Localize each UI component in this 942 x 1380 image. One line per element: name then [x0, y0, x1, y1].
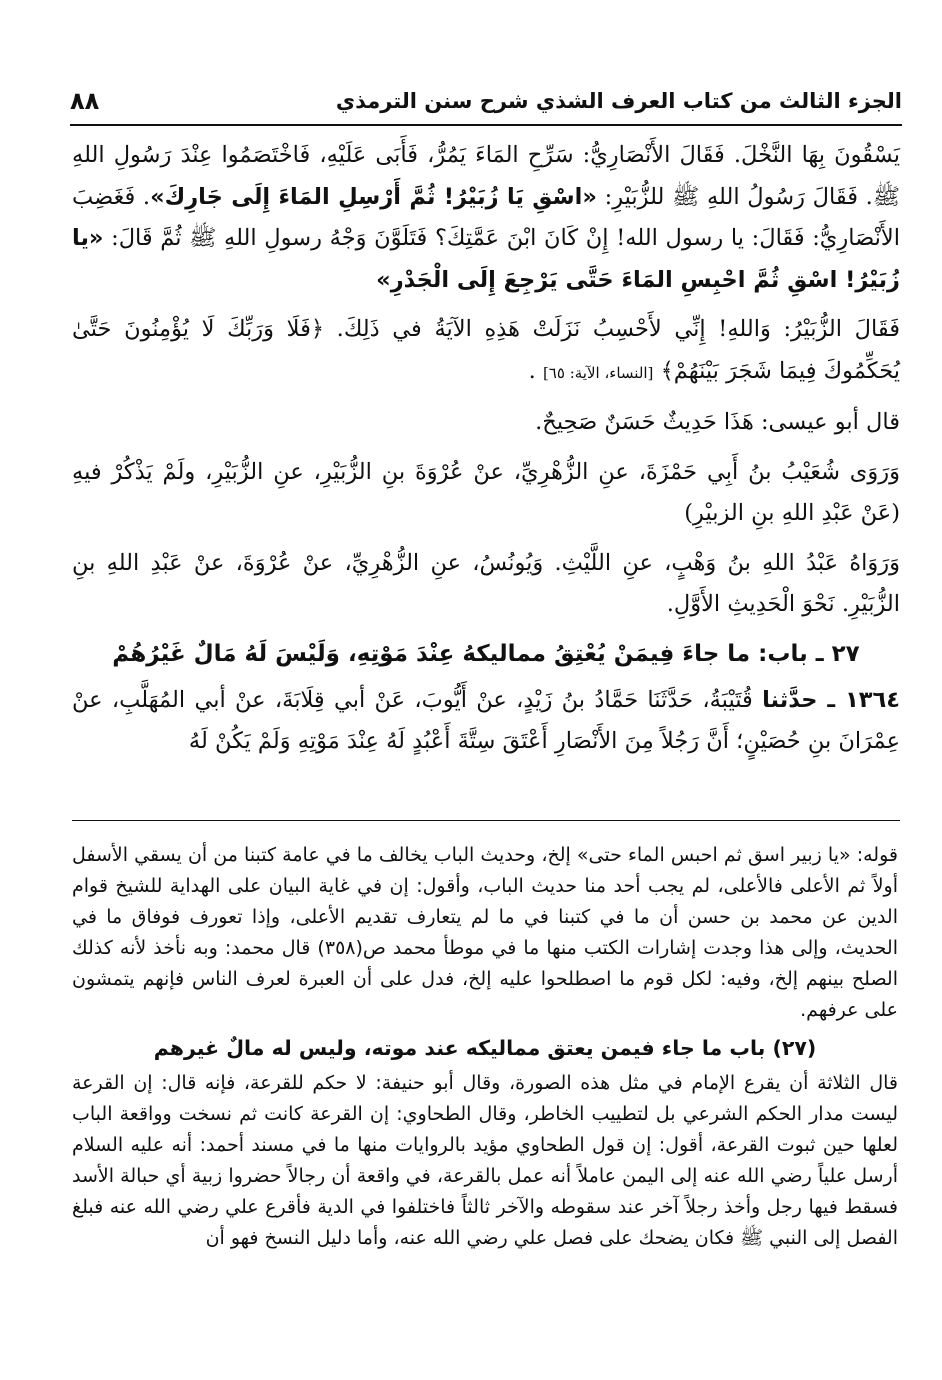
chain-paragraph: وَرَوَاهُ عَبْدُ اللهِ بنُ وَهْبٍ، عنِ اللَّيْثِ. وَيُونُسُ، عنِ الزُّهْرِيِّ، عنْ عُرْوَةَ، عنْ عَبْدِ اللهِ بنِ الزُّبَيْرِ. نَحْوَ الْحَدِيثِ الأَوَّلِ. — [72, 549, 900, 617]
prophet-quote: «يا زُبَيْرُ! اسْقِ ثُمَّ احْبِسِ المَاءَ حَتَّى يَرْجِعَ إِلَى الْجَدْرِ» — [72, 225, 900, 293]
narrative-text: فَقَالَ الزُّبَيْرُ: وَاللهِ! إِنِّي لأَحْسِبُ نَزَلَتْ هَذِهِ الآيَةُ في ذَلِكَ. — [336, 316, 900, 342]
prophet-quote: «اسْقِ يَا زُبَيْرُ! ثُمَّ أَرْسِلِ المَاءَ إِلَى جَارِكَ» — [150, 183, 597, 210]
narrative-text: يَسْقُونَ بِهَا النَّخْلَ. فَقَالَ الأَنْصَارِيُّ: سَرِّحِ المَاءَ يَمُرُّ، فَأَبَى عَلَيْهِ، فَاخْتَصَمُوا عِنْدَ رَسُولِ اللهِ ﷺ. فَقَالَ رَسُولُ اللهِ ﷺ للزُّبَيْرِ: — [72, 142, 901, 210]
quran-verse-paragraph — [72, 309, 900, 394]
page-number: ٨٨ — [70, 87, 100, 115]
page-header — [70, 80, 902, 122]
commentary-notes — [72, 840, 898, 1254]
hadith-text: قُتَيْبَةُ، حَدَّثَنَا حَمَّادُ بنُ زَيْدٍ، عنْ أَيُّوبَ، عَنْ أبي قِلَابَةَ، عنْ أبي المُهَلَّبِ، عنْ عِمْرَانَ بنِ حُصَيْنٍ؛ أَنَّ رَجُلاً مِنَ الأَنْصَارِ أَعْتَقَ سِتَّةَ أَعْبُدٍ لَهُ عِنْدَ مَوْتِهِ وَلَمْ يَكُنْ لَهُ — [72, 686, 900, 754]
narrative-text: . فَغَضِبَ الأَنْصَارِيُّ: فَقَالَ: يا رسول الله! إِنْ كَانَ ابْنَ عَمَّتِكَ؟ فَتَلَوَّنَ وَجْهُ رسولِ اللهِ ﷺ ثُمَّ قَالَ: — [72, 183, 900, 251]
note-chapter-title: (٢٧) باب ما جاء فيمن يعتق مماليكه عند موته، وليس له مالٌ غيرهم — [153, 1036, 817, 1060]
chain-paragraph: وَرَوَى شُعَيْبُ بنُ أَبِي حَمْزَةَ، عنِ الزُّهْرِيِّ، عنْ عُرْوَةَ بنِ الزُّبَيْرِ، عنِ الزُّبَيْرِ، ولَمْ يَذْكُرْ فيهِ (عَنْ عَبْدِ اللهِ بنِ الزبيْرِ) — [72, 458, 900, 526]
note-paragraph: قال الثلاثة أن يقرع الإمام في مثل هذه الصورة، وقال أبو حنيفة: لا حكم للقرعة، فإنه قال: إن القرعة ليست مدار الحكم الشرعي بل لتطييب الخاطر، وقال الطحاوي: إن القرعة كانت ثم نسخت وواقعة الباب لعلها حين ثبوت القرعة، أقول: إن قول الطحاوي مؤيد بالروايات منها ما في مسند أحمد: أنه عليه السلام أرسل علياً رضي الله عنه إلى اليمن عاملاً أنه عمل بالقرعة، في واقعة أن رجالاً حضروا زبية أي حبالة الأسد فسقط فيها رجل وأخذ رجلاً آخر عند سقوطه والآخر ثالثاً فاختلفوا في الدية فأقرع علي رضي الله عنه فبلغ الفصل إلى النبي ﷺ فكان يضحك على فصل علي رضي الله عنه، وأما دليل النسخ فهو أن — [72, 1072, 898, 1249]
hadith-paragraph — [72, 680, 900, 763]
footnote-rule — [72, 820, 900, 821]
main-text — [72, 135, 900, 771]
running-title: الجزء الثالث من كتاب العرف الشذي شرح سنن الترمذي — [335, 89, 902, 113]
header-rule — [70, 124, 902, 126]
period: . — [528, 357, 536, 384]
grading-paragraph: قال أبو عيسى: هَذَا حَدِيثٌ حَسَنٌ صَحِيحٌ. — [535, 409, 900, 435]
quran-verse: ﴿فَلَا وَرَبِّكَ لَا يُؤْمِنُونَ حَتَّىٰ يُحَكِّمُوكَ فِيمَا شَجَرَ بَيْنَهُمْ﴾ — [72, 316, 900, 384]
hadith-narrative-paragraph — [72, 135, 900, 301]
verse-reference: [النساء، الآية: ٦٥] — [542, 363, 654, 382]
chapter-title: ٢٧ ـ باب: ما جاءَ فِيمَنْ يُعْتِقُ مماليكهُ عِنْدَ مَوْتِهِ، وَلَيْسَ لَهُ مَالٌ غَيْرُهُمْ — [112, 640, 860, 667]
note-paragraph: قوله: «يا زبير اسق ثم احبس الماء حتى» إلخ، وحديث الباب يخالف ما في عامة كتبنا من أن يسقي الأسفل أولاً ثم الأعلى فالأعلى، لم يجب أحد منا حديث الباب، وأقول: إن في غاية البيان على الهداية للشيخ قوام الدين عن محمد بن حسن أن ما في كتبنا في ما لم يتعارف تقديم الأعلى، وإذا تعورف فوفاق ما في الحديث، وإلى هذا وجدت إشارات الكتب منها ما في موطأ محمد ص(٣٥٨) قال محمد: وبه نأخذ لأنه كذلك الصلح بينهم إلخ، وفيه: لكل قوم ما اصطلحوا عليه إلخ، فدل على أن العبرة لعرف الناس فإنهم يتمشون على عرفهم. — [72, 844, 899, 1021]
hadith-number: ١٣٦٤ ـ حدَّثنا — [762, 686, 901, 713]
